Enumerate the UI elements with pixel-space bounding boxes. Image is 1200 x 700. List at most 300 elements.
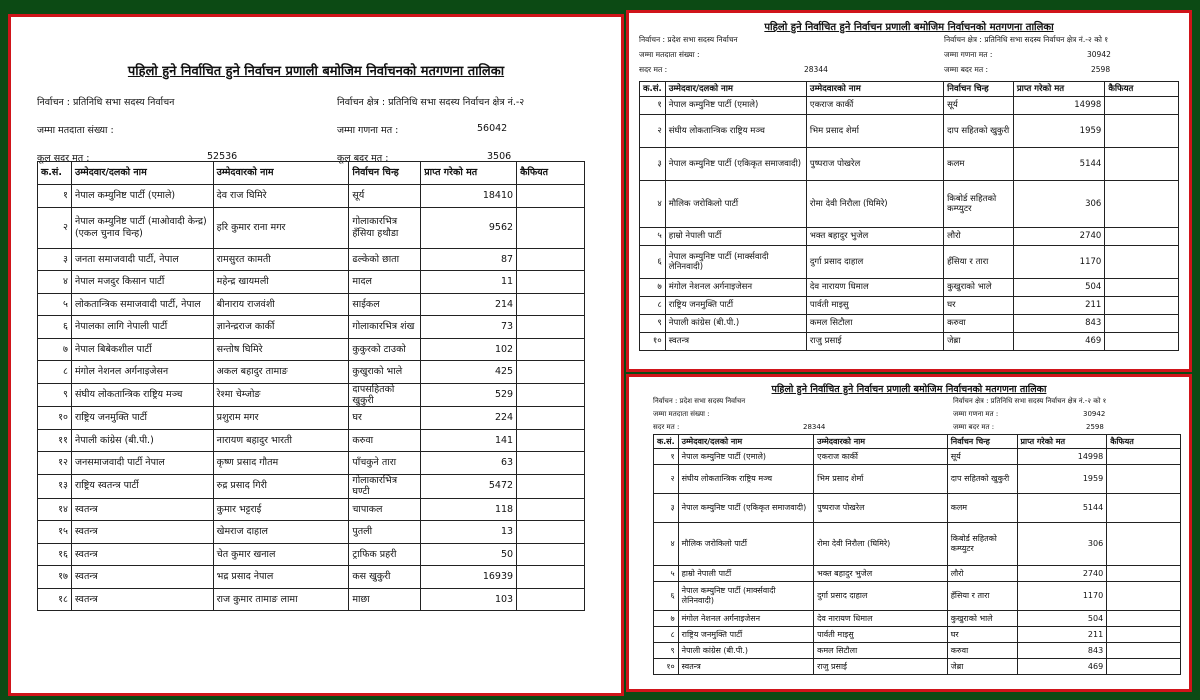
party-cell: नेपाल कम्युनिष्ट पार्टी (एकिकृत समाजवादी) bbox=[678, 494, 814, 523]
party-cell: मंगोल नेशनल अर्गनाइजेसन bbox=[71, 361, 213, 384]
valid-value: 28344 bbox=[804, 65, 828, 74]
remarks-cell bbox=[517, 361, 585, 384]
serial-cell: ३ bbox=[640, 148, 666, 181]
invalid-value: 2598 bbox=[1091, 65, 1111, 74]
symbol-cell: पाँचकुने तारा bbox=[349, 452, 421, 475]
table-row bbox=[38, 271, 585, 294]
party-cell: नेपाल कम्युनिष्ट पार्टी (माओवादी केन्द्र)(एकल चुनाव चिन्ह) bbox=[71, 207, 213, 248]
party-cell: नेपाल कम्युनिष्ट पार्टी (मार्क्सवादी लेनिनवादी) bbox=[678, 582, 814, 611]
candidate-cell: दुर्गा प्रसाद दाहाल bbox=[806, 246, 943, 279]
table-row bbox=[654, 611, 1181, 627]
votes-cell: 425 bbox=[421, 361, 517, 384]
remarks-cell bbox=[1107, 582, 1181, 611]
remarks-cell bbox=[517, 474, 585, 498]
serial-cell: ९ bbox=[640, 315, 666, 333]
serial-cell: ४ bbox=[654, 523, 679, 566]
party-cell: मौलिक जरोकिलो पार्टी bbox=[678, 523, 814, 566]
symbol-cell: घर bbox=[349, 407, 421, 430]
votes-cell: 1959 bbox=[1017, 465, 1107, 494]
votes-cell: 1959 bbox=[1013, 115, 1105, 148]
col-candidate-header: उम्मेदवारको नाम bbox=[213, 162, 349, 185]
table-row bbox=[640, 115, 1179, 148]
table-row bbox=[38, 293, 585, 316]
votes-cell: 141 bbox=[421, 429, 517, 452]
col-serial-header: क.सं. bbox=[640, 82, 666, 97]
party-cell: संघीय लोकतान्त्रिक राष्ट्रिय मञ्च bbox=[71, 383, 213, 407]
remarks-cell bbox=[517, 185, 585, 208]
serial-cell: १४ bbox=[38, 498, 72, 521]
votes-cell: 529 bbox=[421, 383, 517, 407]
party-cell: राष्ट्रिय जनमुक्ति पार्टी bbox=[71, 407, 213, 430]
votes-cell: 87 bbox=[421, 248, 517, 271]
symbol-cell: साईकल bbox=[349, 293, 421, 316]
col-candidate-header: उम्मेदवारको नाम bbox=[814, 435, 948, 449]
symbol-cell: गोलाकारभित्र शंख bbox=[349, 316, 421, 339]
votes-cell: 306 bbox=[1013, 181, 1105, 228]
results-table bbox=[653, 434, 1181, 675]
symbol-cell: कलम bbox=[947, 494, 1017, 523]
symbol-cell: दाप सहितको खुकुरी bbox=[944, 115, 1014, 148]
candidate-cell: चेत कुमार खनाल bbox=[213, 543, 349, 566]
votes-cell: 2740 bbox=[1017, 566, 1107, 582]
votes-cell: 504 bbox=[1013, 279, 1105, 297]
symbol-cell: कुखुराको भाले bbox=[944, 279, 1014, 297]
votes-cell: 5472 bbox=[421, 474, 517, 498]
votes-cell: 13 bbox=[421, 521, 517, 544]
party-cell: नेपाल मजदुर किसान पार्टी bbox=[71, 271, 213, 294]
candidate-cell: एकराज कार्की bbox=[814, 449, 948, 465]
total-voters-label: जम्मा मतदाता संख्या : bbox=[37, 125, 114, 136]
candidate-cell: कुमार भट्टराई bbox=[213, 498, 349, 521]
serial-cell: ४ bbox=[38, 271, 72, 294]
candidate-cell: भिम प्रसाद शेर्मा bbox=[814, 465, 948, 494]
symbol-cell: हँसिया र तारा bbox=[944, 246, 1014, 279]
serial-cell: १३ bbox=[38, 474, 72, 498]
candidate-cell: पार्वती माइसु bbox=[814, 627, 948, 643]
party-cell: नेपाल कम्युनिष्ट पार्टी (मार्क्सवादी लेनिनवादी) bbox=[665, 246, 806, 279]
remarks-cell bbox=[1105, 246, 1179, 279]
remarks-cell bbox=[1107, 643, 1181, 659]
remarks-cell bbox=[517, 452, 585, 475]
serial-cell: ६ bbox=[38, 316, 72, 339]
table-row bbox=[654, 582, 1181, 611]
total-counted-value: 30942 bbox=[1087, 50, 1111, 59]
valid-value: 28344 bbox=[803, 423, 826, 431]
col-votes-header: प्राप्त गरेको मत bbox=[421, 162, 517, 185]
table-row bbox=[654, 449, 1181, 465]
table-row bbox=[640, 279, 1179, 297]
party-cell: नेपाली कांग्रेस (बी.पी.) bbox=[71, 429, 213, 452]
constituency-label: निर्वाचन क्षेत्र : प्रतिनिधि सभा सदस्य निर्वाचन क्षेत्र नं.-२ को १ bbox=[944, 35, 1109, 44]
votes-cell: 469 bbox=[1013, 333, 1105, 351]
symbol-cell: करुवा bbox=[947, 643, 1017, 659]
serial-cell: ३ bbox=[654, 494, 679, 523]
symbol-cell: लौरो bbox=[947, 566, 1017, 582]
col-candidate-header: उम्मेदवारको नाम bbox=[806, 82, 943, 97]
symbol-cell: ढल्केको छाता bbox=[349, 248, 421, 271]
serial-cell: १५ bbox=[38, 521, 72, 544]
serial-cell: १२ bbox=[38, 452, 72, 475]
left-tally-sheet bbox=[8, 14, 624, 696]
votes-cell: 50 bbox=[421, 543, 517, 566]
party-cell: जनता समाजवादी पार्टी, नेपाल bbox=[71, 248, 213, 271]
total-voters-label: जम्मा मतदाता संख्या : bbox=[639, 50, 700, 59]
remarks-cell bbox=[1107, 523, 1181, 566]
remarks-cell bbox=[517, 383, 585, 407]
remarks-cell bbox=[1105, 228, 1179, 246]
serial-cell: ६ bbox=[640, 246, 666, 279]
candidate-cell: भक्त बहादुर भुजेल bbox=[806, 228, 943, 246]
total-counted-label: जम्मा गणना मत : bbox=[953, 410, 999, 418]
serial-cell: १ bbox=[654, 449, 679, 465]
serial-cell: ५ bbox=[38, 293, 72, 316]
symbol-cell: कस खुकुरी bbox=[349, 566, 421, 589]
party-cell: जनसमाजवादी पार्टी नेपाल bbox=[71, 452, 213, 475]
results-table bbox=[37, 161, 585, 611]
candidate-cell: पार्वती माइसु bbox=[806, 297, 943, 315]
candidate-cell: पुष्पराज पोखरेल bbox=[814, 494, 948, 523]
col-serial-header: क.सं. bbox=[654, 435, 679, 449]
party-cell: नेपालका लागि नेपाली पार्टी bbox=[71, 316, 213, 339]
right-tally-sheet-bottom bbox=[626, 374, 1192, 692]
serial-cell: ११ bbox=[38, 429, 72, 452]
remarks-cell bbox=[1105, 115, 1179, 148]
col-serial-header: क.सं. bbox=[38, 162, 72, 185]
table-row bbox=[38, 543, 585, 566]
serial-cell: २ bbox=[640, 115, 666, 148]
table-row bbox=[38, 383, 585, 407]
party-cell: लोकतान्त्रिक समाजवादी पार्टी, नेपाल bbox=[71, 293, 213, 316]
symbol-cell: गोलाकारभित्र घण्टी bbox=[349, 474, 421, 498]
candidate-cell: महेन्द्र खायमली bbox=[213, 271, 349, 294]
remarks-cell bbox=[1105, 297, 1179, 315]
col-symbol-header: निर्वाचन चिन्ह bbox=[944, 82, 1014, 97]
party-cell: स्वतन्त्र bbox=[71, 498, 213, 521]
table-row bbox=[654, 523, 1181, 566]
symbol-cell: सूर्य bbox=[944, 97, 1014, 115]
party-cell: नेपाल बिबेकशील पार्टी bbox=[71, 338, 213, 361]
symbol-cell: कलम bbox=[944, 148, 1014, 181]
serial-cell: १ bbox=[640, 97, 666, 115]
remarks-cell bbox=[1105, 279, 1179, 297]
serial-cell: ३ bbox=[38, 248, 72, 271]
candidate-cell: सन्तोष घिमिरे bbox=[213, 338, 349, 361]
symbol-cell: सूर्य bbox=[947, 449, 1017, 465]
candidate-cell: देव नारायण धिमाल bbox=[814, 611, 948, 627]
remarks-cell bbox=[1105, 181, 1179, 228]
symbol-cell: लौरो bbox=[944, 228, 1014, 246]
candidate-cell: रोमा देवी निरौला (घिमिरे) bbox=[814, 523, 948, 566]
invalid-value: 3506 bbox=[487, 151, 512, 162]
candidate-cell: देव नारायण धिमाल bbox=[806, 279, 943, 297]
candidate-cell: अकल बहादुर तामाङ bbox=[213, 361, 349, 384]
table-row bbox=[640, 181, 1179, 228]
votes-cell: 224 bbox=[421, 407, 517, 430]
symbol-cell: हँसिया र तारा bbox=[947, 582, 1017, 611]
candidate-cell: कृष्ण प्रसाद गौतम bbox=[213, 452, 349, 475]
symbol-cell: घर bbox=[947, 627, 1017, 643]
total-voters-label: जम्मा मतदाता संख्या : bbox=[653, 410, 710, 418]
candidate-cell: प्रशुराम मगर bbox=[213, 407, 349, 430]
party-cell: संघीय लोकतान्त्रिक राष्ट्रिय मञ्च bbox=[665, 115, 806, 148]
remarks-cell bbox=[517, 588, 585, 611]
serial-cell: ८ bbox=[654, 627, 679, 643]
serial-cell: ४ bbox=[640, 181, 666, 228]
election-label: निर्वाचन : प्रतिनिधि सभा सदस्य निर्वाचन bbox=[37, 97, 175, 108]
symbol-cell: चापाकल bbox=[349, 498, 421, 521]
remarks-cell bbox=[517, 521, 585, 544]
table-row bbox=[38, 316, 585, 339]
invalid-label: कूल बदर मत : bbox=[337, 153, 389, 164]
remarks-cell bbox=[1107, 566, 1181, 582]
table-row bbox=[38, 452, 585, 475]
party-cell: मंगोल नेशनल अर्गनाइजेसन bbox=[678, 611, 814, 627]
valid-value: 52536 bbox=[207, 151, 238, 162]
votes-cell: 73 bbox=[421, 316, 517, 339]
candidate-cell: रुद्र प्रसाद गिरी bbox=[213, 474, 349, 498]
symbol-cell: दाप सहितको खुकुरी bbox=[947, 465, 1017, 494]
table-row bbox=[654, 643, 1181, 659]
remarks-cell bbox=[517, 566, 585, 589]
table-row bbox=[38, 566, 585, 589]
remarks-cell bbox=[1105, 97, 1179, 115]
serial-cell: ७ bbox=[640, 279, 666, 297]
remarks-cell bbox=[1107, 494, 1181, 523]
symbol-cell: जेब्रा bbox=[947, 659, 1017, 675]
votes-cell: 504 bbox=[1017, 611, 1107, 627]
table-row bbox=[654, 494, 1181, 523]
serial-cell: ५ bbox=[654, 566, 679, 582]
total-counted-value: 56042 bbox=[477, 123, 508, 134]
total-counted-label: जम्मा गणना मत : bbox=[944, 50, 993, 59]
table-row bbox=[640, 246, 1179, 279]
serial-cell: ९ bbox=[38, 383, 72, 407]
invalid-value: 2598 bbox=[1086, 423, 1104, 431]
candidate-cell: राजु प्रसाई bbox=[806, 333, 943, 351]
symbol-cell: दापसहितको खुकुरी bbox=[349, 383, 421, 407]
votes-cell: 2740 bbox=[1013, 228, 1105, 246]
party-cell: नेपाल कम्युनिष्ट पार्टी (एमाले) bbox=[71, 185, 213, 208]
invalid-label: जम्मा बदर मत : bbox=[944, 65, 989, 74]
col-remarks-header: कैफियत bbox=[517, 162, 585, 185]
total-counted-value: 30942 bbox=[1083, 410, 1106, 418]
candidate-cell: दुर्गा प्रसाद दाहाल bbox=[814, 582, 948, 611]
symbol-cell: कुखुराको भाले bbox=[947, 611, 1017, 627]
symbol-cell: गोलाकारभित्र हँसिया हथौडा bbox=[349, 207, 421, 248]
votes-cell: 102 bbox=[421, 338, 517, 361]
serial-cell: १८ bbox=[38, 588, 72, 611]
party-cell: मंगोल नेशनल अर्गनाइजेसन bbox=[665, 279, 806, 297]
constituency-label: निर्वाचन क्षेत्र : प्रतिनिधि सभा सदस्य निर्वाचन क्षेत्र नं.-२ bbox=[337, 97, 525, 108]
symbol-cell: कुकुरको टाउको bbox=[349, 338, 421, 361]
table-row bbox=[38, 338, 585, 361]
party-cell: स्वतन्त्र bbox=[71, 566, 213, 589]
party-cell: नेपाल कम्युनिष्ट पार्टी (एमाले) bbox=[678, 449, 814, 465]
candidate-cell: रोमा देवी निरौला (घिमिरे) bbox=[806, 181, 943, 228]
candidate-cell: ज्ञानेन्द्रराज कार्की bbox=[213, 316, 349, 339]
party-cell: नेपाली कांग्रेस (बी.पी.) bbox=[665, 315, 806, 333]
remarks-cell bbox=[1105, 148, 1179, 181]
symbol-cell: सूर्य bbox=[349, 185, 421, 208]
remarks-cell bbox=[1105, 315, 1179, 333]
votes-cell: 16939 bbox=[421, 566, 517, 589]
col-symbol-header: निर्वाचन चिन्ह bbox=[349, 162, 421, 185]
votes-cell: 469 bbox=[1017, 659, 1107, 675]
symbol-cell: करुवा bbox=[349, 429, 421, 452]
candidate-cell: कमल सिटौला bbox=[806, 315, 943, 333]
votes-cell: 14998 bbox=[1017, 449, 1107, 465]
right-tally-sheet-top bbox=[626, 10, 1192, 372]
serial-cell: १० bbox=[654, 659, 679, 675]
serial-cell: १७ bbox=[38, 566, 72, 589]
invalid-label: जम्मा बदर मत : bbox=[953, 423, 995, 431]
party-cell: स्वतन्त्र bbox=[71, 521, 213, 544]
symbol-cell: मादल bbox=[349, 271, 421, 294]
symbol-cell: पुतली bbox=[349, 521, 421, 544]
table-row bbox=[38, 474, 585, 498]
party-cell: हाम्रो नेपाली पार्टी bbox=[678, 566, 814, 582]
candidate-cell: भिम प्रसाद शेर्मा bbox=[806, 115, 943, 148]
symbol-cell: किबोर्ड सहितको कम्प्युटर bbox=[947, 523, 1017, 566]
party-cell: नेपाली कांग्रेस (बी.पी.) bbox=[678, 643, 814, 659]
candidate-cell: भद्र प्रसाद नेपाल bbox=[213, 566, 349, 589]
sheet-title: पहिलो हुने निर्वाचित हुने निर्वाचन प्रणाली बमोजिम निर्वाचनको मतगणना तालिका bbox=[764, 22, 1054, 33]
votes-cell: 1170 bbox=[1013, 246, 1105, 279]
serial-cell: १० bbox=[640, 333, 666, 351]
serial-cell: ५ bbox=[640, 228, 666, 246]
serial-cell: १० bbox=[38, 407, 72, 430]
col-party-header: उम्मेदवार/दलको नाम bbox=[678, 435, 814, 449]
col-symbol-header: निर्वाचन चिन्ह bbox=[947, 435, 1017, 449]
remarks-cell bbox=[517, 498, 585, 521]
table-row bbox=[654, 566, 1181, 582]
symbol-cell: जेब्रा bbox=[944, 333, 1014, 351]
party-cell: नेपाल कम्युनिष्ट पार्टी (एकिकृत समाजवादी) bbox=[665, 148, 806, 181]
serial-cell: ६ bbox=[654, 582, 679, 611]
table-row bbox=[38, 429, 585, 452]
party-cell: राष्ट्रिय जनमुक्ति पार्टी bbox=[678, 627, 814, 643]
candidate-cell: बीनाराय राजवंशी bbox=[213, 293, 349, 316]
col-remarks-header: कैफियत bbox=[1105, 82, 1179, 97]
party-cell: स्वतन्त्र bbox=[71, 543, 213, 566]
total-counted-label: जम्मा गणना मत : bbox=[337, 125, 399, 136]
symbol-cell: कुखुराको भाले bbox=[349, 361, 421, 384]
col-votes-header: प्राप्त गरेको मत bbox=[1013, 82, 1105, 97]
remarks-cell bbox=[517, 429, 585, 452]
votes-cell: 843 bbox=[1017, 643, 1107, 659]
candidate-cell: राज कुमार तामाङ लामा bbox=[213, 588, 349, 611]
table-row bbox=[640, 97, 1179, 115]
valid-label: कूल सदर मत : bbox=[37, 153, 90, 164]
candidate-cell: नारायण बहादुर भारती bbox=[213, 429, 349, 452]
table-row bbox=[38, 185, 585, 208]
table-row bbox=[38, 521, 585, 544]
serial-cell: १६ bbox=[38, 543, 72, 566]
remarks-cell bbox=[1107, 627, 1181, 643]
party-cell: हाम्रो नेपाली पार्टी bbox=[665, 228, 806, 246]
table-row bbox=[38, 361, 585, 384]
votes-cell: 5144 bbox=[1017, 494, 1107, 523]
table-row bbox=[640, 228, 1179, 246]
table-row bbox=[640, 297, 1179, 315]
remarks-cell bbox=[517, 338, 585, 361]
votes-cell: 14998 bbox=[1013, 97, 1105, 115]
col-party-header: उम्मेदवार/दलको नाम bbox=[665, 82, 806, 97]
sheet-title: पहिलो हुने निर्वाचित हुने निर्वाचन प्रणाली बमोजिम निर्वाचनको मतगणना तालिका bbox=[127, 64, 505, 79]
symbol-cell: घर bbox=[944, 297, 1014, 315]
party-cell: नेपाल कम्युनिष्ट पार्टी (एमाले) bbox=[665, 97, 806, 115]
remarks-cell bbox=[1107, 611, 1181, 627]
serial-cell: ९ bbox=[654, 643, 679, 659]
table-row bbox=[38, 207, 585, 248]
table-row bbox=[38, 588, 585, 611]
votes-cell: 306 bbox=[1017, 523, 1107, 566]
table-row bbox=[38, 407, 585, 430]
party-cell: संघीय लोकतान्त्रिक राष्ट्रिय मञ्च bbox=[678, 465, 814, 494]
party-cell: स्वतन्त्र bbox=[71, 588, 213, 611]
remarks-cell bbox=[517, 207, 585, 248]
remarks-cell bbox=[517, 316, 585, 339]
serial-cell: ७ bbox=[654, 611, 679, 627]
remarks-cell bbox=[1107, 659, 1181, 675]
votes-cell: 1170 bbox=[1017, 582, 1107, 611]
table-row bbox=[654, 659, 1181, 675]
candidate-cell: देव राज घिमिरे bbox=[213, 185, 349, 208]
candidate-cell: राजु प्रसाई bbox=[814, 659, 948, 675]
remarks-cell bbox=[1107, 449, 1181, 465]
election-label: निर्वाचन : प्रदेश सभा सदस्य निर्वाचन bbox=[653, 397, 746, 405]
votes-cell: 5144 bbox=[1013, 148, 1105, 181]
valid-label: सदर मत : bbox=[653, 423, 680, 431]
party-cell: स्वतन्त्र bbox=[678, 659, 814, 675]
votes-cell: 9562 bbox=[421, 207, 517, 248]
sheet-title: पहिलो हुने निर्वाचित हुने निर्वाचन प्रणाली बमोजिम निर्वाचनको मतगणना तालिका bbox=[771, 384, 1047, 395]
symbol-cell: ट्राफिक प्रहरी bbox=[349, 543, 421, 566]
table-row bbox=[640, 333, 1179, 351]
remarks-cell bbox=[517, 543, 585, 566]
table-row bbox=[38, 498, 585, 521]
symbol-cell: माछा bbox=[349, 588, 421, 611]
election-label: निर्वाचन : प्रदेश सभा सदस्य निर्वाचन bbox=[639, 35, 738, 44]
remarks-cell bbox=[517, 407, 585, 430]
remarks-cell bbox=[517, 293, 585, 316]
votes-cell: 103 bbox=[421, 588, 517, 611]
votes-cell: 211 bbox=[1017, 627, 1107, 643]
party-cell: राष्ट्रिय स्वतन्त्र पार्टी bbox=[71, 474, 213, 498]
votes-cell: 118 bbox=[421, 498, 517, 521]
votes-cell: 18410 bbox=[421, 185, 517, 208]
candidate-cell: पुष्पराज पोखरेल bbox=[806, 148, 943, 181]
party-cell: स्वतन्त्र bbox=[665, 333, 806, 351]
votes-cell: 843 bbox=[1013, 315, 1105, 333]
remarks-cell bbox=[517, 248, 585, 271]
serial-cell: ८ bbox=[640, 297, 666, 315]
candidate-cell: एकराज कार्की bbox=[806, 97, 943, 115]
votes-cell: 211 bbox=[1013, 297, 1105, 315]
candidate-cell: रेश्मा चेम्जोङ bbox=[213, 383, 349, 407]
col-party-header: उम्मेदवार/दलको नाम bbox=[71, 162, 213, 185]
candidate-cell: कमल सिटौला bbox=[814, 643, 948, 659]
remarks-cell bbox=[517, 271, 585, 294]
col-votes-header: प्राप्त गरेको मत bbox=[1017, 435, 1107, 449]
candidate-cell: हरि कुमार राना मगर bbox=[213, 207, 349, 248]
serial-cell: २ bbox=[654, 465, 679, 494]
serial-cell: ८ bbox=[38, 361, 72, 384]
constituency-label: निर्वाचन क्षेत्र : प्रतिनिधि सभा सदस्य निर्वाचन क्षेत्र नं.-२ को १ bbox=[953, 397, 1107, 405]
candidate-cell: खेमराज दाहाल bbox=[213, 521, 349, 544]
votes-cell: 214 bbox=[421, 293, 517, 316]
symbol-cell: करुवा bbox=[944, 315, 1014, 333]
